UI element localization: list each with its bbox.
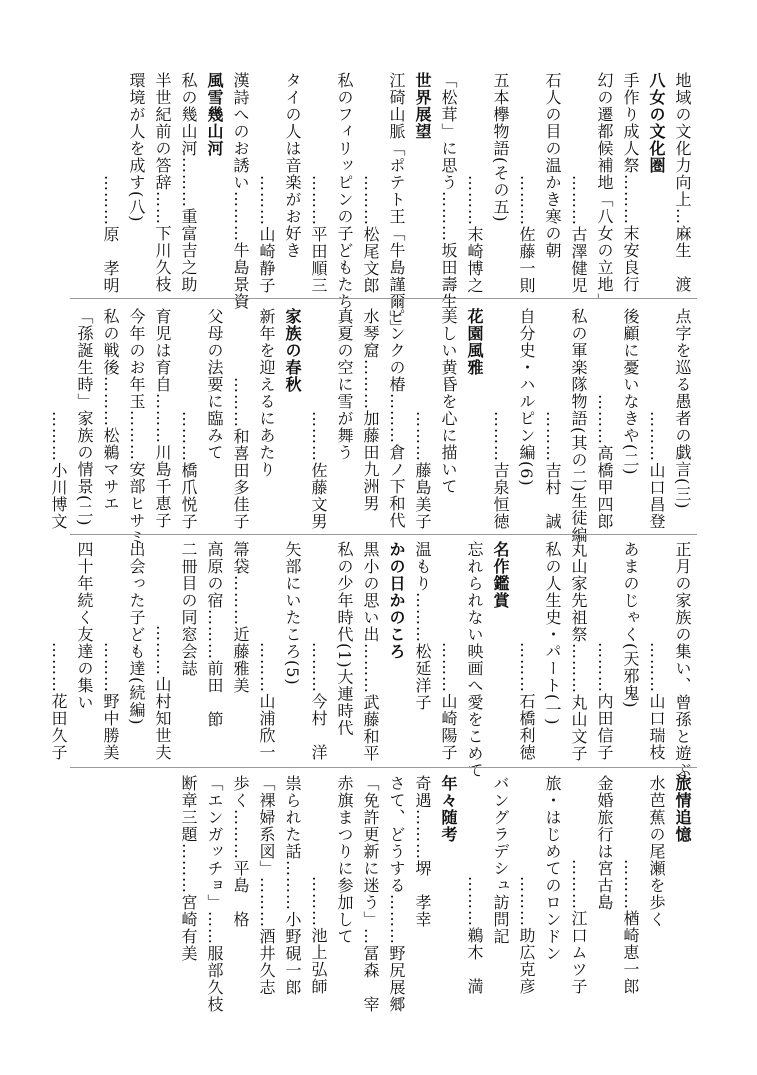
toc-author: ………松尾文郎 [361,175,380,294]
toc-entry: 歩く………平島 格 [231,775,250,928]
toc-entry: 赤旗まつりに参加して [335,775,354,945]
toc-band-1-text [70,72,695,336]
toc-author: ………小川博文 [49,411,68,530]
toc-entry: 水琴窟………加藤田九洲男 [361,308,380,512]
toc-band-3-text [49,541,695,779]
toc-entry: 「免許更新に迷う」…冨森 宰 [361,775,380,1013]
toc-entry: 黒小の思い出………武藤和平 [361,541,380,762]
section-heading: 風雪幾山河 [205,72,224,157]
toc-band-1 [70,72,695,336]
toc-entry: 温もり………松延洋子 [413,541,432,711]
toc-entry: 奇遇………堺 孝幸 [413,775,432,928]
toc-entry: 旅・はじめてのロンドン [543,775,562,962]
toc-band-4 [70,775,695,1013]
toc-author: ………佐藤一則 [517,175,536,294]
toc-author: ………山口瑞枝 [647,642,666,761]
toc-entry: 丸山家先祖祭………丸山文子 [569,541,588,762]
toc-entry: 忘れられない映画へ愛をこめて [465,541,484,779]
toc-author: ………和喜田多佳子 [231,377,250,530]
toc-entry: 育児は育自………川島千恵子 [153,308,172,529]
toc-author: ………佐藤文男 [309,411,328,530]
toc-author: ………鵜木 満 [465,876,484,995]
section-heading: 名作鑑賞 [491,541,510,609]
toc-entry: 五本欅物語(その五) [491,72,510,223]
toc-author: ………原 孝明 [101,175,120,294]
toc-entry: 石人の目の温かき寒の朝 [543,72,562,259]
toc-entry: 今年のお年玉………安部ヒサミ [127,308,146,546]
toc-author: ………吉泉恒徳 [491,411,510,530]
toc-entry: 真夏の空に雪が舞う [335,308,354,461]
section-heading: 家族の春秋 [283,308,302,393]
toc-entry: 手作り成人祭………末安良行 [621,72,640,293]
toc-entry: 私のフィリッピンの子どもたち [335,72,354,310]
toc-entry: 四十年続く友達の集い [75,541,94,711]
toc-entry: 高原の宿………前田 節 [205,541,224,728]
section-heading: 旅情追憶 [673,775,692,843]
toc-entry: 私の軍楽隊物語(其の二)生徒編 [569,308,588,544]
toc-entry: さて、どうする………野尻展郷 [387,775,406,1013]
toc-entry: ピンクの椿………倉ノ下和代 [387,308,406,529]
toc-author: ………花田久子 [49,642,68,761]
toc-entry: 「エンガッチョ」……服部久枝 [205,775,224,1013]
toc-entry: 江碕山脈「ポテト王「牛島謹爾」」 [387,72,406,336]
toc-entry: 祟られた話………小野硯一郎 [283,775,302,996]
divider-rule [70,534,697,535]
toc-entry: 私の戦後………松鵜マサエ [101,308,120,512]
toc-band-4-text [70,775,695,1013]
divider-rule [70,298,697,299]
toc-entry: 「松茸」に思う………坂田壽生 [439,72,458,310]
toc-author: ………末崎博之 [465,175,484,294]
toc-author: ………高橋甲四郎 [595,394,614,530]
toc-entry: 矢部にいたころ(5) [283,541,302,686]
toc-entry: バングラデシュ訪問記 [491,775,510,945]
toc-entry: 自分史・ハルピン編(6) [517,308,536,487]
toc-entry: 私の少年時代(1)大連時代 [335,541,354,737]
section-heading: かの日かのころ [387,541,406,660]
toc-author: ………江口ムツ子 [569,859,588,995]
toc-entry: 私の人生史・パート(一) [543,541,562,726]
toc-entry: 父母の法要に臨みて [205,308,224,461]
toc-author: ………吉村 誠 [543,411,562,530]
toc-entry: 二冊目の同窓会誌 [179,541,198,677]
toc-author: ………楢崎恵一郎 [621,859,640,995]
toc-band-3 [49,541,695,779]
toc-band-2 [49,308,695,546]
section-heading: 年々随考 [439,775,458,843]
toc-entry: 半世紀前の答辞……下川久枝 [153,72,172,293]
section-heading: 世界展望 [413,72,432,140]
toc-entry: 地域の文化力向上…麻生 渡 [673,72,692,293]
divider-rule [70,767,697,768]
section-heading: 花園風雅 [465,308,484,376]
toc-author: ………内田信子 [595,642,614,761]
toc-author: ………山崎静子 [257,175,276,294]
toc-author: ………山口昌登 [647,411,666,530]
toc-band-2-text [49,308,695,546]
toc-author: ………平田順三 [309,175,328,294]
toc-author: ………野中勝美 [101,642,120,761]
toc-entry: 環境が人を成す(八) [127,72,146,223]
toc-entry: 金婚旅行は宮古島 [595,775,614,911]
toc-author: ………石橋利徳 [517,642,536,761]
toc-entry: 点字を巡る愚者の戯言(三) [673,308,692,510]
section-heading: 八女の文化圏 [647,72,666,174]
toc-entry: 後顧に憂いなきや(二) [621,308,640,476]
toc-author: ………古澤健児 [569,175,588,294]
toc-author: ………山崎陽子 [439,642,458,761]
toc-author: ………池上弘師 [309,876,328,995]
toc-entry: 「裸婦系図」………酒井久志 [257,775,276,996]
toc-entry: 水芭蕉の尾瀬を歩く [647,775,666,928]
toc-entry: 幻の遷都候補地「八女の立地」 [595,72,614,310]
toc-entry: 断章三題………宮崎有美 [179,775,198,962]
toc-entry: 「孫誕生時」家族の情景(二) [75,308,94,527]
toc-entry: 箒袋………近藤雅美 [231,541,250,694]
toc-author: ………藤島美子 [413,411,432,530]
toc-entry: 正月の家族の集い、曾孫と遊ぶ [673,541,692,779]
toc-author: ………橋爪悦子 [179,411,198,530]
toc-entry: 漢詩へのお誘い………牛島景資 [231,72,250,310]
toc-entry: 美しい黄昏を心に描いて [439,308,458,495]
toc-entry: タイの人は音楽がお好き [283,72,302,259]
toc-entry: あまのじゃく(天邪鬼) [621,541,640,709]
toc-author: ………山浦欣一 [257,642,276,761]
toc-author: ………山村知世夫 [153,625,172,761]
toc-entry: 新年を迎えるにあたり [257,308,276,478]
toc-author: ………助広克彦 [517,876,536,995]
toc-entry: 私の幾山河………重富吉之助 [179,72,198,293]
toc-author: ………今村 洋 [309,642,328,761]
toc-entry: 出会った子ども達(続編) [127,541,146,726]
